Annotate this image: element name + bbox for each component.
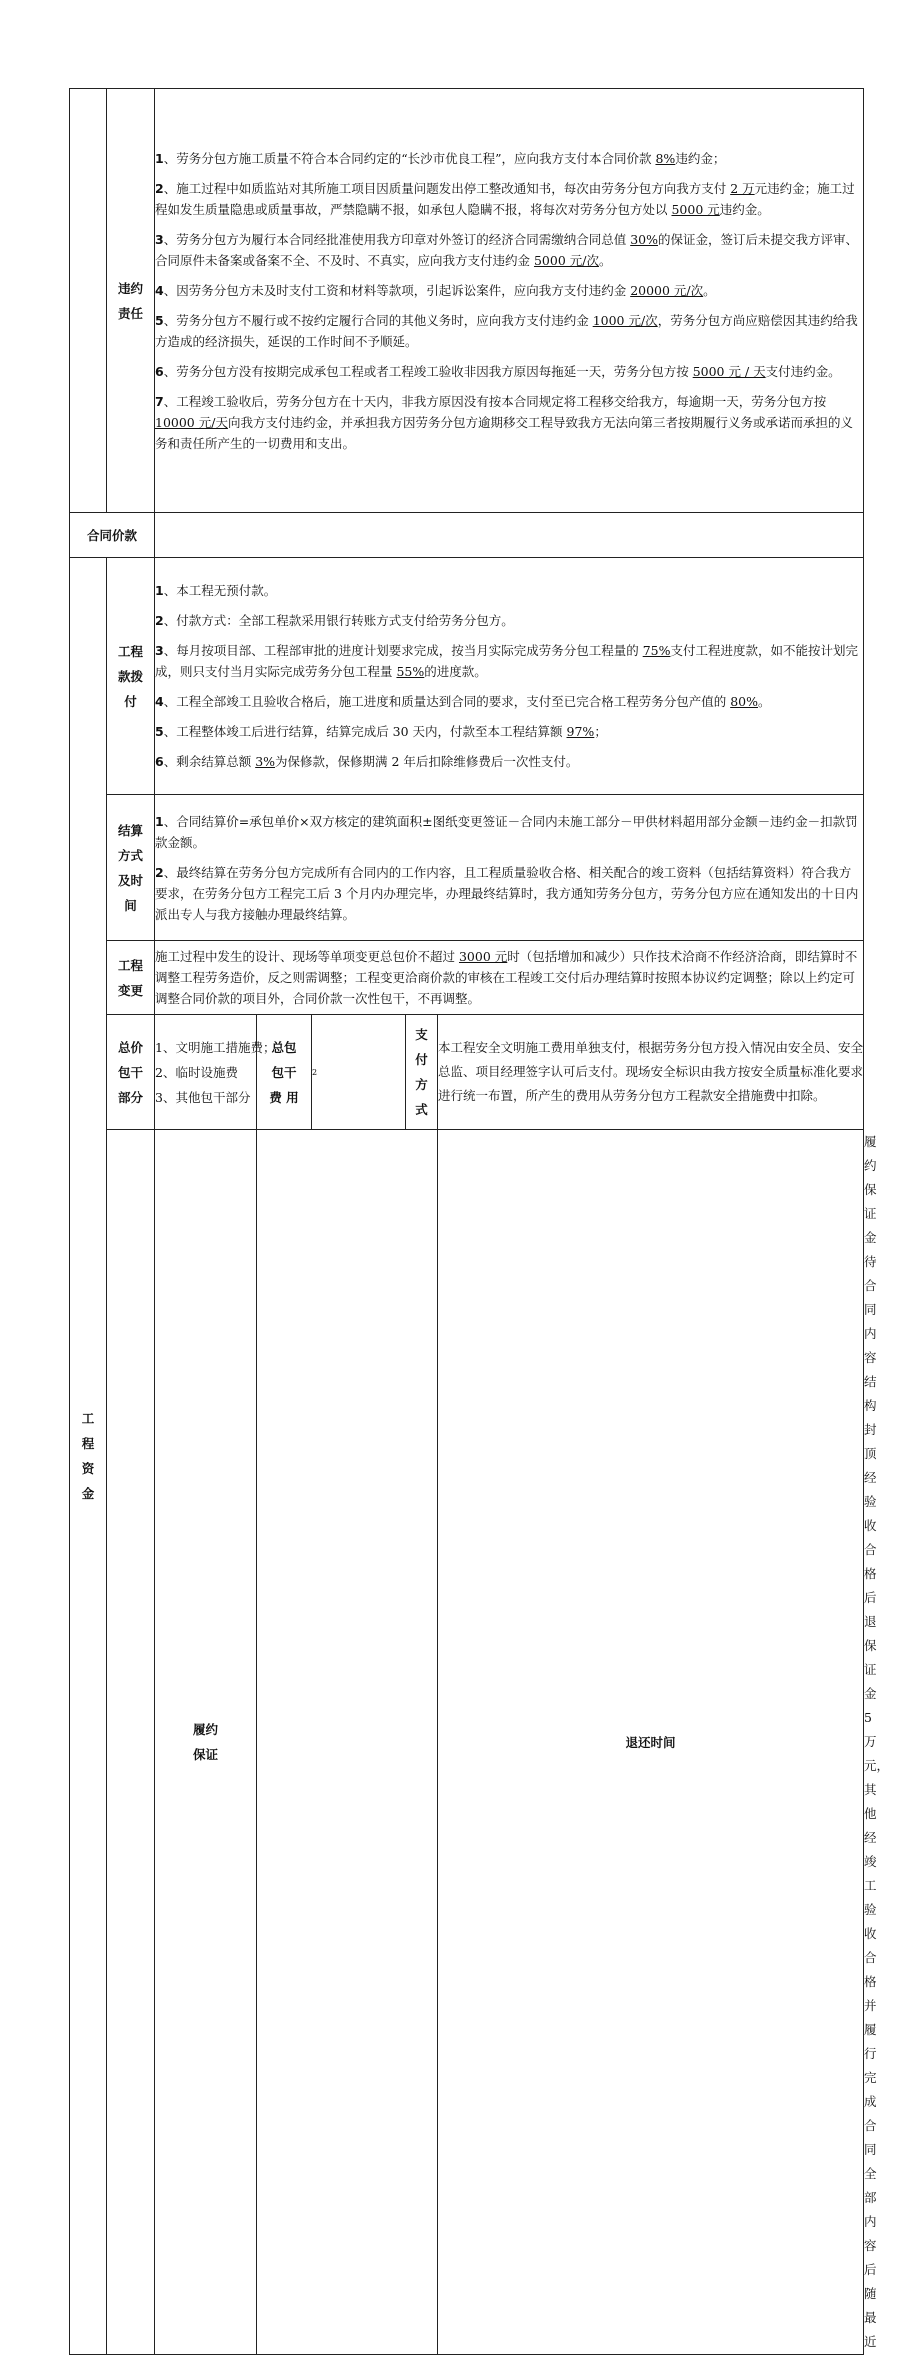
text-segment: 。	[757, 694, 771, 709]
list-item	[155, 862, 863, 925]
change-text	[155, 946, 863, 1009]
list-item	[155, 721, 863, 742]
lump-sum-label: 总价 包干 部分	[107, 1015, 155, 1130]
text-segment: 支付违约金。	[765, 363, 841, 379]
guarantee-value	[257, 1130, 438, 2355]
item-number: 6	[155, 754, 164, 769]
item-number: 2	[155, 864, 164, 880]
underlined-value: 30%	[630, 231, 658, 247]
penalty-outer-cell	[70, 89, 107, 513]
text-segment: 元违约金；施工过程如发生质量隐患或质量事故，严禁隐瞒不报，如承包人隐瞒不报，将每次对劳务分包方处以	[155, 180, 855, 217]
penalty-label: 违约 责任	[107, 89, 155, 513]
list-item	[155, 310, 863, 352]
text-segment: 、因劳务分包方未及时支付工资和材料等款项，引起诉讼案件，应向我方支付违约金	[163, 282, 631, 298]
contract-price-value	[155, 513, 864, 558]
lump-sum-items	[155, 1015, 276, 1130]
project-funds-label: 工 程 资 金	[70, 558, 107, 2355]
underlined-value: 8%	[655, 150, 676, 166]
change-content	[155, 941, 864, 1015]
text-segment: 的进度款。	[424, 664, 487, 679]
penalty-list	[155, 148, 863, 454]
contract-table: 违约 责任 1、劳务分包方施工质量不符合本合同约定的“长沙市优良工程”，应向我方支付本合同价款 8%违约金； 2、施工过程中如质监站对其所施工项目因质量问题发出停工整改通知书，每次由劳务分包方向我方支付 2 万元违约金；施工过程如发生质量隐患或质量事故，严禁隐瞒不报，如承包人隐瞒不报，将每次对劳务分包方处以 5000 元违约金。 3、劳务分包方为履行本合同经批准使用我方印章对外签订的经济合同需缴纳合同总值 30%的保证金，签订后未提交我方评审、合同原件未备案或备案不全、不及时、不真实，应向我方支付违约金 5000 元/次。 4、因劳务分包方未及时支付工资和材料等款项，引起诉讼案件，应向我方支付违约金 20000 元/次。 5、劳务分包方不履行或不按约定履行合同的其他义务时，应向我方支付违约金 1000 元/次，劳务分包方尚应赔偿因其违约给我方造成的经济损失，延误的工作时间不予顺延。 6、劳务分包方没有按期完成承包工程或者工程竣工验收非因我方原因每拖延一天，劳务分包方按 5000 元 / 天支付违约金。 7、工程竣工验收后，劳务分包方在十天内，非我方原因没有按本合同规定将工程移交给我方，每逾期一天，劳务分包方按 10000 元/天向我方支付违约金，并承担我方因劳务分包方逾期移交工程导致我方无法向第三者按期履行义务或承诺而承担的义务和责任所产生的一切费用和支出。 合同价款 工 程 资 金 工程 款拨 付 1、本工程无预付款。 2、付款方式：全部工程款采用银行转账方式支付给劳务分包方。 3、每月按项目部、工程部审批的进度计划要求完成，按当月实际完成劳务分包工程量的 75%支付工程进度款，如不能按计划完成，则只支付当月实际完成劳务分包工程量 55%的进度款。 4、工程全部竣工且验收合格后，施工进度和质量达到合同的要求，支付至已完合格工程劳务分包产值的 80%。 5、工程整体竣工后进行结算，结算完成后 30 天内，付款至本工程结算额 97%； 6、剩余结算总额 3%为保修款，保修期满 2 年后扣除维修费后一次性支付。 结算 方式 及时 间 1、合同结算价=承包单价×双方核定的建筑面积±图纸变更签证－合同内未施工部分－甲供材料超用部分金额－违约金－扣款罚款金额。 2、最终结算在劳务分包方完成所有合同内的工作内容，且工程质量验收合格、相关配合的竣工资料（包括结算资料）符合我方要求，在劳务分包方工程完工后 3 个月内办理完毕，办理最终结算时，我方通知劳务分包方，劳务分包方应在通知发出的十日内派出专人与我方接触办理最终结算。 工程 变更 施工过程中发生的设计、现场等单项变更总包价不超过 3000 元时（包括增加和减少）只作技术洽商不作经济洽商，即结算时不调整工程劳务造价，反之则需调整；工程变更洽商价款的审核在工程竣工交付后办理结算时按照本协议约定调整；除以上约定可调整合同价款的项目外，合同价款一次性包干，不再调整。 总价 包干 部分 1、文明施工措施费； 2、临时设施费 3、其他包干部分 总包 包干 费 用 2 支 付 方 式 本工程安全文明施工费用单独支付，根据劳务分包方投入情况由安全员、安全总监、项目经理签字认可后支付。现场安全标识由我方按安全质量标准化要求进行统一布置，所产生的费用从劳务分包方工程款安全措施费中扣除。 履约 保证 退还时间 履约保证金待合同内容结构封顶经验收合格后退保证金 5 万元，其他经竣工验收合格并履行完成合同全部内容后随最近	[69, 88, 864, 2355]
text-segment: 、劳务分包方为履行本合同经批准使用我方印章对外签订的经济合同需缴纳合同总值	[163, 231, 631, 247]
settlement-content	[155, 795, 864, 941]
text-segment: ；	[594, 724, 607, 739]
return-time-label: 退还时间	[438, 1130, 864, 2355]
change-label: 工程 变更	[107, 941, 155, 1015]
item-number: 1	[155, 813, 164, 829]
item-number: 2	[155, 613, 164, 628]
text-segment: 、劳务分包方施工质量不符合本合同约定的“长沙市优良工程”，应向我方支付本合同价款	[163, 150, 656, 166]
lump-sum-item: 3、其他包干部分	[155, 1089, 251, 1105]
underlined-value: 2 万	[730, 180, 755, 196]
text-segment: 向我方支付违约金，并承担我方因劳务分包方逾期移交工程导致我方无法向第三者按期履行义务或承诺而承担的义务和责任所产生的一切费用和支出。	[155, 414, 853, 451]
lump-sum-item: 1、文明施工措施费；	[155, 1039, 276, 1055]
underlined-value: 5000 元 / 天	[692, 363, 766, 379]
item-number: 5	[155, 312, 164, 328]
underlined-value: 3000 元	[458, 949, 508, 964]
list-item	[155, 178, 863, 220]
settlement-label: 结算 方式 及时 间	[107, 795, 155, 941]
pay-method-label: 支 付 方 式	[406, 1015, 438, 1130]
text-segment: 、本工程无预付款。	[163, 583, 277, 598]
list-item	[155, 280, 863, 301]
item-number: 7	[155, 393, 164, 409]
list-item	[155, 610, 863, 631]
underlined-value: 80%	[730, 694, 758, 709]
text-segment: 违约金；	[675, 150, 726, 166]
list-item	[155, 811, 863, 853]
item-number: 3	[155, 643, 164, 658]
list-item	[155, 229, 863, 271]
text-segment: 、付款方式：全部工程款采用银行转账方式支付给劳务分包方。	[163, 613, 514, 628]
guarantee-label: 履约 保证	[155, 1130, 257, 2355]
text-segment: 为保修款，保修期满 2 年后扣除维修费后一次性支付。	[275, 754, 579, 769]
underlined-value: 55%	[396, 664, 425, 679]
underlined-value: 1000 元/次	[592, 312, 658, 328]
text-segment: 施工过程中发生的设计、现场等单项变更总包价不超过	[155, 949, 459, 964]
text-segment: 、工程整体竣工后进行结算，结算完成后 30 天内，付款至本工程结算额	[163, 724, 567, 739]
underlined-value: 75%	[642, 643, 671, 658]
item-number: 4	[155, 282, 164, 298]
payment-content	[155, 558, 864, 795]
lump-sum-fee-label: 总包 包干 费 用	[257, 1015, 312, 1130]
list-item	[155, 148, 863, 169]
payment-list	[155, 580, 863, 772]
text-segment: 时（包括增加和减少）只作技术洽商不作经济洽商，即结算时不调整工程劳务造价，反之则需调整；工程变更洽商价款的审核在工程竣工交付后办理结算时按照本协议约定调整；除以上约定可调整合同价款的项目外，合同价款一次性包干，不再调整。	[155, 949, 858, 1006]
underlined-value: 97%	[566, 724, 595, 739]
text-segment: 违约金。	[719, 201, 770, 217]
lump-sum-fee-value: 2	[312, 1015, 406, 1130]
text-segment: 、剩余结算总额	[163, 754, 256, 769]
list-item	[155, 361, 863, 382]
underlined-value: 5000 元/次	[533, 252, 599, 268]
item-number: 5	[155, 724, 164, 739]
underlined-value: 20000 元/次	[630, 282, 704, 298]
text-segment: 、劳务分包方不履行或不按约定履行合同的其他义务时，应向我方支付违约金	[163, 312, 593, 328]
text-segment: 、工程全部竣工且验收合格后，施工进度和质量达到合同的要求，支付至已完合格工程劳务分包产值的	[163, 694, 731, 709]
text-segment: ，劳务分包方尚应赔偿因其违约给我方造成的经济损失，延误的工作时间不予顺延。	[155, 312, 858, 349]
underlined-value: 5000 元	[671, 201, 720, 217]
list-item	[155, 391, 863, 454]
text-segment: 的保证金，签订后未提交我方评审、合同原件未备案或备案不全、不及时、不真实，应向我方支付违约金	[155, 231, 858, 268]
payment-label: 工程 款拨 付	[107, 558, 155, 795]
guarantee-outer-cell	[107, 1130, 155, 2355]
list-item	[155, 640, 863, 682]
text-segment: 、劳务分包方没有按期完成承包工程或者工程竣工验收非因我方原因每拖延一天，劳务分包方按	[163, 363, 693, 379]
pay-method-text: 本工程安全文明施工费用单独支付，根据劳务分包方投入情况由安全员、安全总监、项目经理签字认可后支付。现场安全标识由我方按安全质量标准化要求进行统一布置，所产生的费用从劳务分包方工程款安全措施费中扣除。	[438, 1015, 864, 1130]
text-segment: 。	[703, 282, 716, 298]
text-segment: 、合同结算价=承包单价×双方核定的建筑面积±图纸变更签证－合同内未施工部分－甲供材料超用部分金额－违约金－扣款罚款金额。	[155, 813, 858, 850]
text-segment: 、施工过程中如质监站对其所施工项目因质量问题发出停工整改通知书，每次由劳务分包方向我方支付	[163, 180, 731, 196]
item-number: 1	[155, 150, 164, 166]
contract-price-label: 合同价款	[70, 513, 155, 558]
lump-sum-item: 2、临时设施费	[155, 1064, 238, 1080]
penalty-content	[155, 89, 864, 513]
text-segment: 、工程竣工验收后，劳务分包方在十天内，非我方原因没有按本合同规定将工程移交给我方，每逾期一天，劳务分包方按	[163, 393, 827, 409]
settlement-list	[155, 811, 863, 925]
list-item	[155, 580, 863, 601]
list-item	[155, 751, 863, 772]
item-number: 6	[155, 363, 164, 379]
item-number: 1	[155, 583, 164, 598]
text-segment: 、每月按项目部、工程部审批的进度计划要求完成，按当月实际完成劳务分包工程量的	[163, 643, 643, 658]
list-item	[155, 691, 863, 712]
underlined-value: 10000 元/天	[155, 414, 228, 430]
item-number: 4	[155, 694, 164, 709]
underlined-value: 3%	[255, 754, 276, 769]
text-segment: 。	[598, 252, 612, 268]
item-number: 3	[155, 231, 164, 247]
text-segment: 支付工程进度款，如不能按计划完成，则只支付当月实际完成劳务分包工程量	[155, 643, 858, 679]
item-number: 2	[155, 180, 164, 196]
text-segment: 、最终结算在劳务分包方完成所有合同内的工作内容，且工程质量验收合格、相关配合的竣工资料（包括结算资料）符合我方要求，在劳务分包方工程完工后 3 个月内办理完毕，办理最终结算时，我方通知劳务分包方，劳务分包方应在通知发出的十日内派出专人与我方接触办理最终结算。	[155, 864, 859, 922]
